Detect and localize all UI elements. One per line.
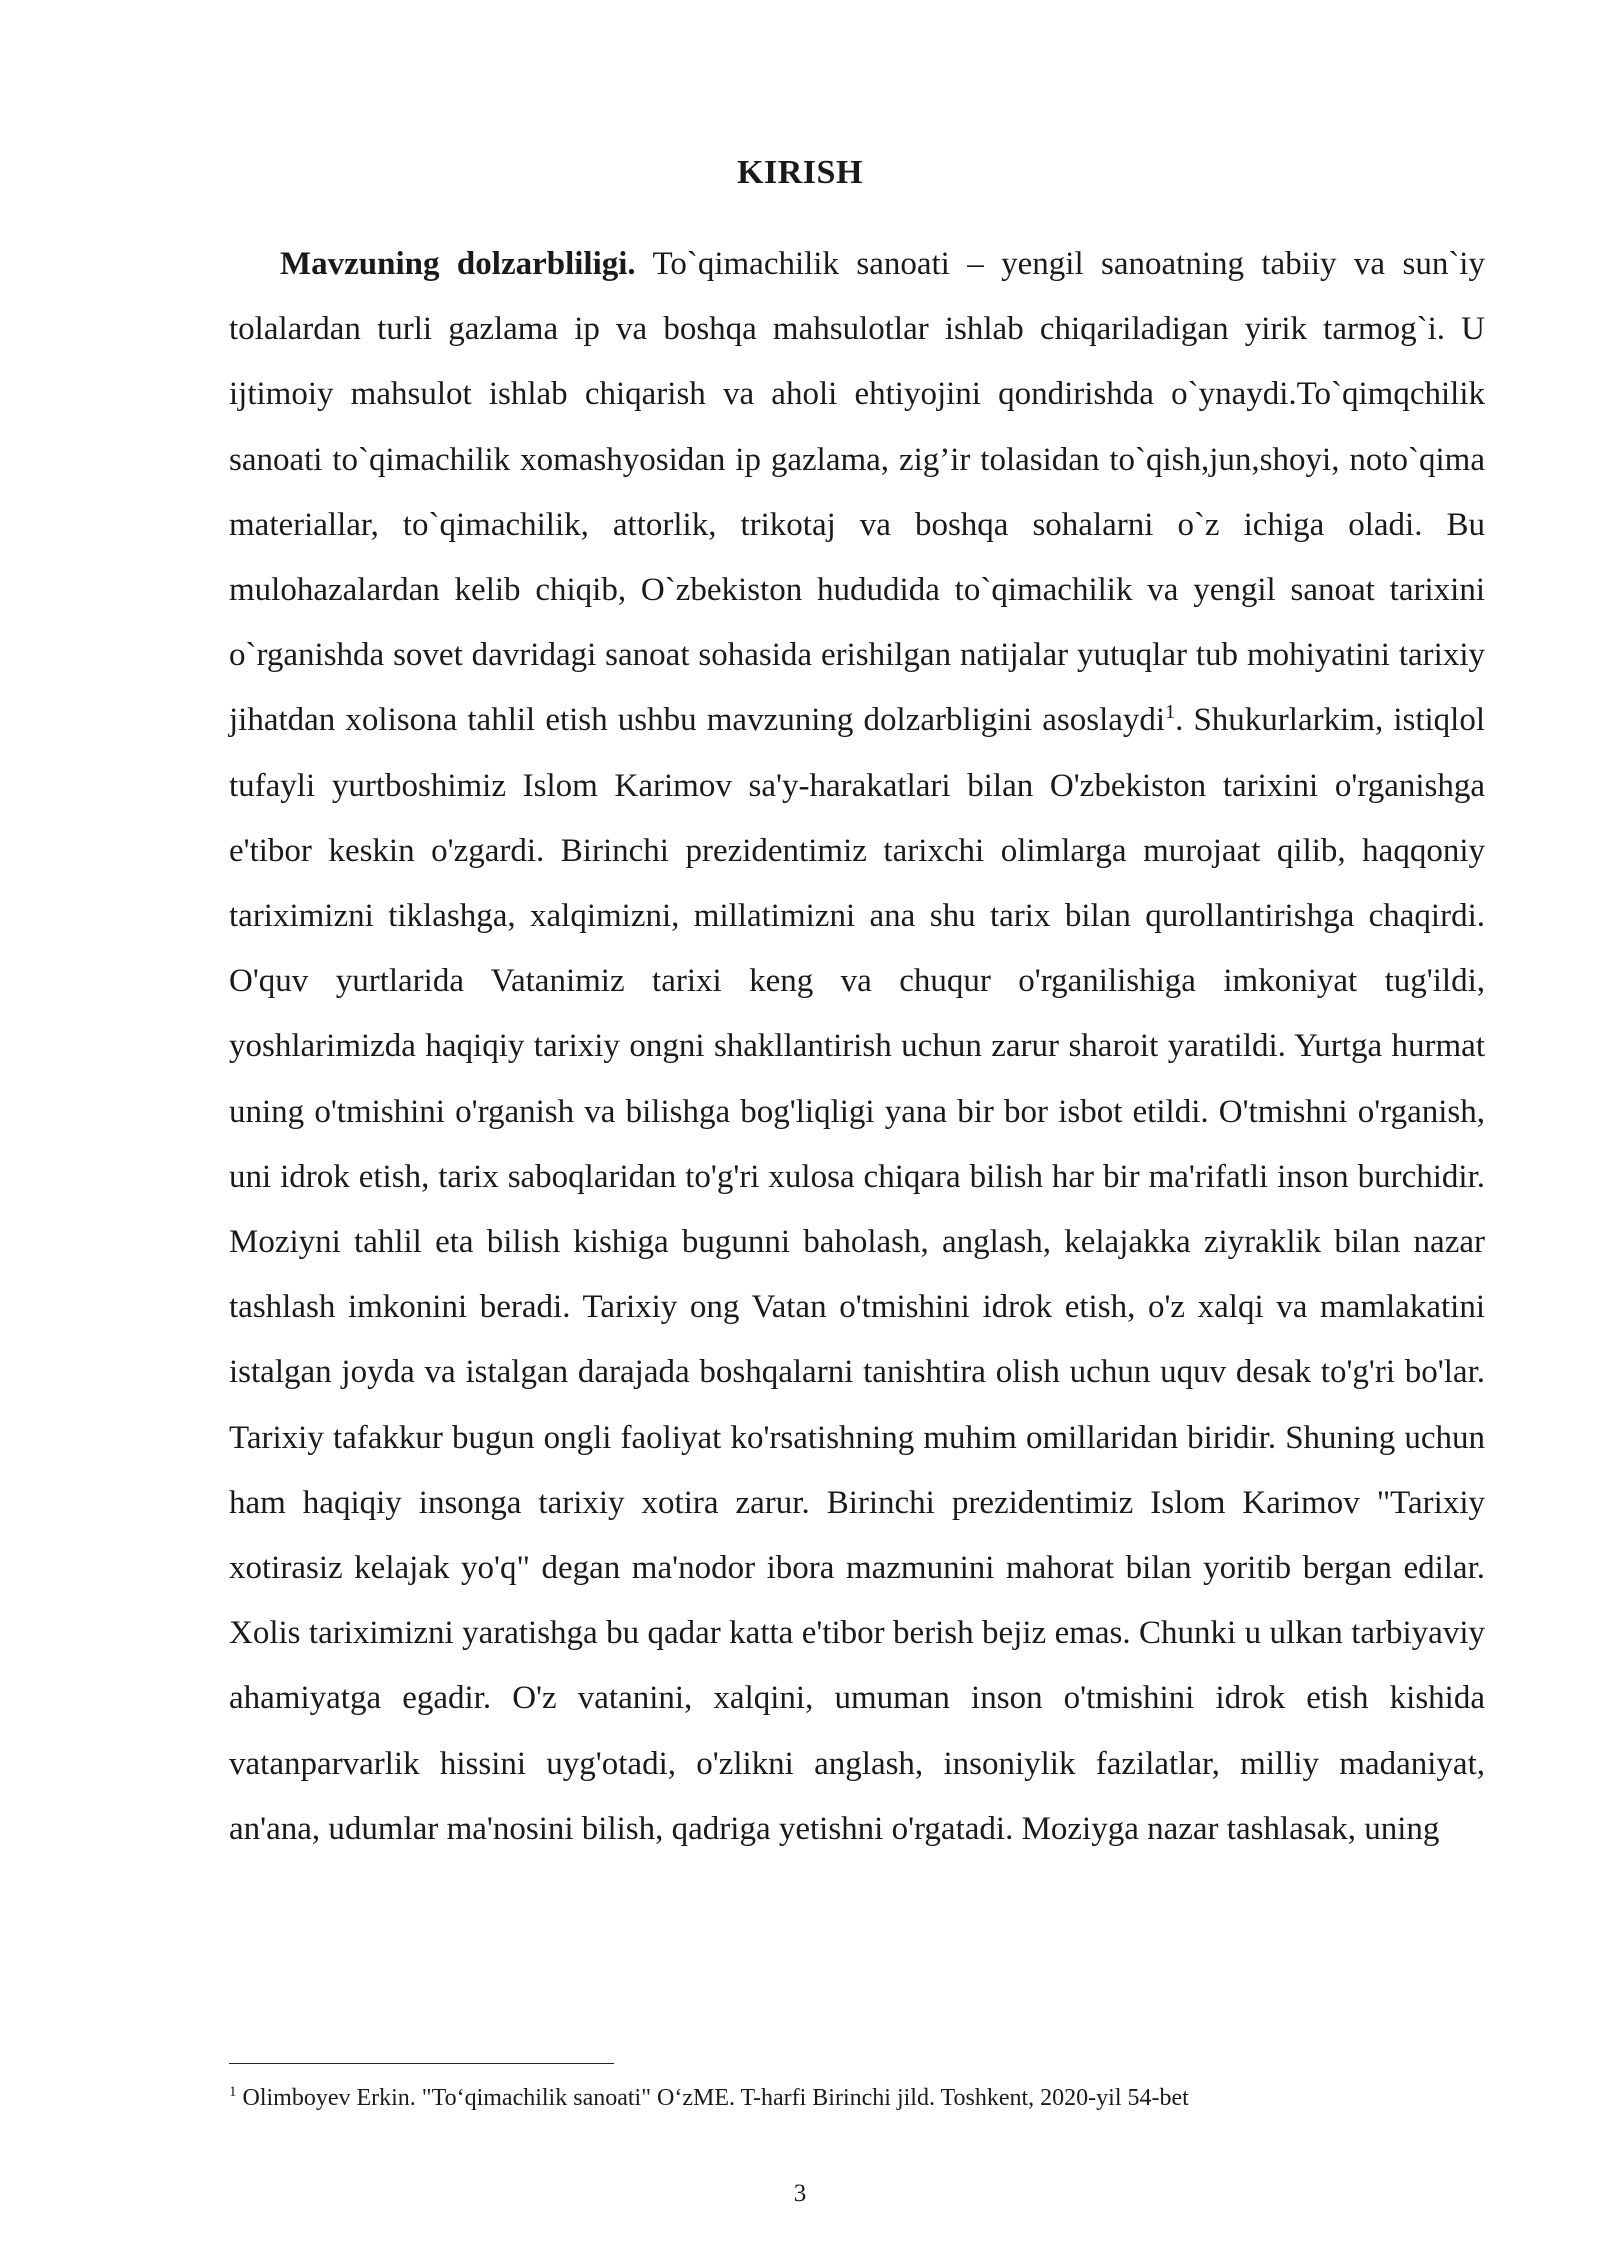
footnote-reference[interactable]: 1 bbox=[1165, 701, 1176, 724]
footnote-number: 1 bbox=[229, 2084, 237, 2100]
body-paragraph bbox=[229, 232, 1485, 1862]
page-number: 3 bbox=[793, 2180, 807, 2207]
footnote bbox=[229, 2082, 1485, 2114]
page-title: KIRISH bbox=[737, 154, 863, 191]
paragraph-text-part-2: . Shukurlarkim, istiqlol tufayli yurtboshimiz Islom Karimov sa'y-harakatlari bilan O'zbekiston tarixini o'rganishga e'tibor keskin o'zgardi. Birinchi prezidentimiz tarixchi olimlarga murojaat qilib, haqqoniy tariximizni tiklashga, xalqimizni, millatimizni ana shu tarix bilan qurollantirishga chaqirdi. O'quv yurtlarida Vatanimiz tarixi keng va chuqur o'rganilishiga imkoniyat tug'ildi, yoshlarimizda haqiqiy tarixiy ongni shakllantirish uchun zarur sharoit yaratildi. Yurtga hurmat uning o'tmishini o'rganish va bilishga bog'liqligi yana bir bor isbot etildi. O'tmishni o'rganish, uni idrok etish, tarix saboqlaridan to'g'ri xulosa chiqara bilish har bir ma'rifatli inson burchidir. Moziyni tahlil eta bilish kishiga bugunni baholash, anglash, kelajakka ziyraklik bilan nazar tashlash imkonini beradi. Tarixiy ong Vatan o'tmishini idrok etish, o'z xalqi va mamlakatini istalgan joyda va istalgan darajada boshqalarni tanishtira olish uchun uquv desak to'g'ri bo'lar. Tarixiy tafakkur bugun ongli faoliyat ko'rsatishning muhim omillaridan biridir. Shuning uchun ham haqiqiy insonga tarixiy xotira zarur. Birinchi prezidentimiz Islom Karimov "Tarixiy xotirasiz kelajak yo'q" degan ma'nodor ibora mazmunini mahorat bilan yoritib bergan edilar. Xolis tariximizni yaratishga bu qadar katta e'tibor berish bejiz emas. Chunki u ulkan tarbiyaviy ahamiyatga egadir. O'z vatanini, xalqini, umuman inson o'tmishini idrok etish kishida vatanparvarlik hissini uyg'otadi, o'zlikni anglash, insoniylik fazilatlar, milliy madaniyat, an'ana, udumlar ma'nosini bilish, qadriga yetishni o'rgatadi. Moziyga nazar tashlasak, uning bbox=[229, 702, 1486, 1847]
paragraph-text-part-1: To`qimachilik sanoati – yengil sanoatning tabiiy va sun`iy tolalardan turli gazlama ip va boshqa mahsulotlar ishlab chiqariladigan yirik tarmog`i. U ijtimoiy mahsulot ishlab chiqarish va aholi ehtiyojini qondirishda o`ynaydi.To`qimqchilik sanoati to`qimachilik xomashyosidan ip gazlama, zig’ir tolasidan to`qish,jun,shoyi, noto`qima materiallar, to`qimachilik, attorlik, trikotaj va boshqa sohalarni o`z ichiga oladi. Bu mulohazalardan kelib chiqib, O`zbekiston hududida to`qimachilik va yengil sanoat tarixini o`rganishda sovet davridagi sanoat sohasida erishilgan natijalar yutuqlar tub mohiyatini tarixiy jihatdan xolisona tahlil etish ushbu mavzuning dolzarbligini asoslaydi bbox=[229, 246, 1485, 739]
footnote-separator bbox=[229, 2063, 614, 2064]
footnote-text: Olimboyev Erkin. "To‘qimachilik sanoati" O‘zME. T-harfi Birinchi jild. Toshkent, 2020-yil 54-bet bbox=[236, 2085, 1189, 2111]
paragraph-lead-bold: Mavzuning dolzarbliligi. bbox=[280, 246, 636, 282]
